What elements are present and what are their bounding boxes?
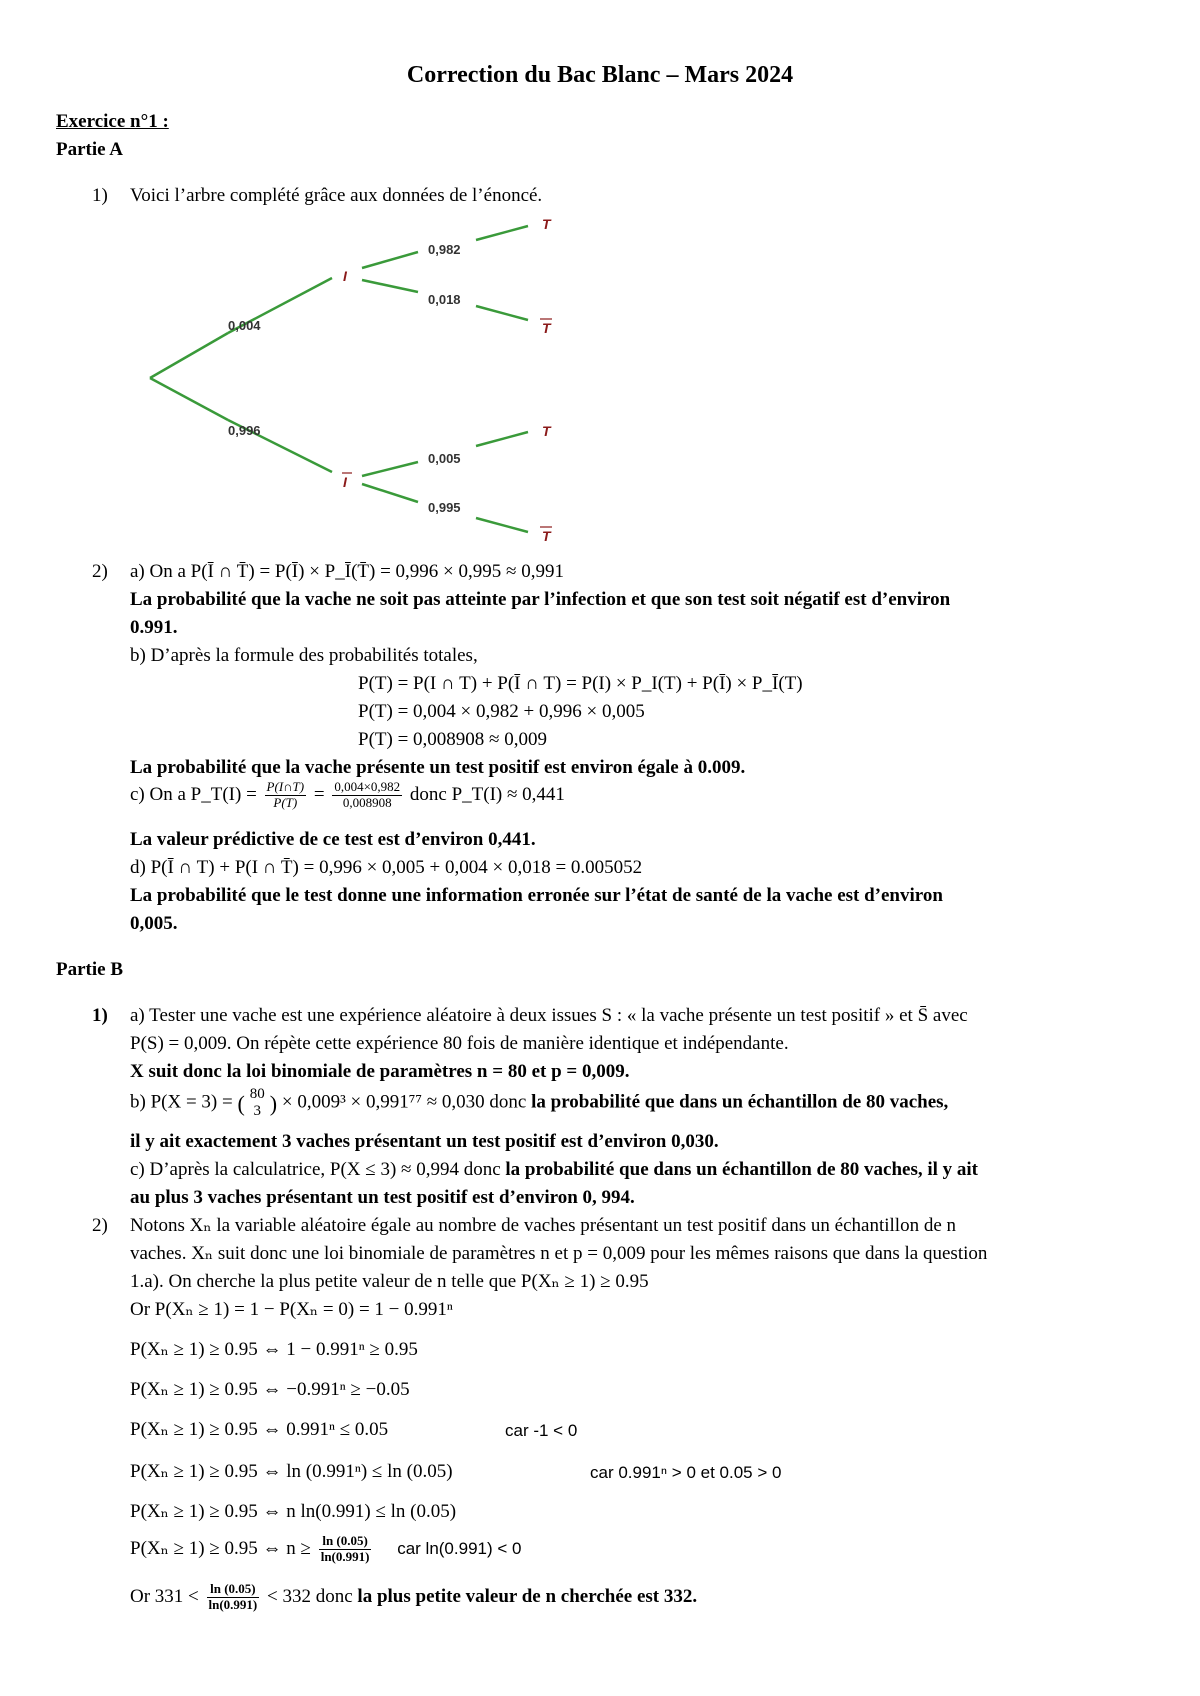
partA-q2b-eq2: P(T) = 0,004 × 0,982 + 0,996 × 0,005 (358, 701, 645, 722)
tree-node-Tbar-1: T (542, 320, 551, 336)
partA-q2b-intro: b) D’après la formule des probabilités totales, (130, 645, 478, 666)
tree-node-T-1: T (542, 216, 551, 232)
partB-q2-l4: Or P(Xₙ ≥ 1) = 1 − P(Xₙ = 0) = 1 − 0.991ⁿ (130, 1299, 453, 1320)
partA-heading: Partie A (56, 139, 124, 160)
page-title: Correction du Bac Blanc – Mars 2024 (406, 62, 794, 88)
partB-q2-e6 (130, 1534, 521, 1565)
partB-q2-e6-pre: P(Xₙ ≥ 1) ≥ 0.95 ⇔ n ≥ (130, 1537, 311, 1559)
partA-q2c-line: c) On a P_T(I) = $\frac{P(I\cap T)}{P(T)}$ = $\frac{0,004\times 0,982}{0,008908}$ donc P_T(I) ≈ 0,441 (130, 779, 565, 810)
exercise-heading: Exercice n°1 : (56, 111, 169, 132)
tree-label-pT-I: 0,982 (428, 242, 461, 257)
partA-q2c-pre: c) On a P_T(I) = (130, 783, 257, 805)
partB-q1b-line: b) P(X = 3) = ( 80 3 ) × 0,009³ × 0,991⁷⁷ ≈ 0,030 donc la probabilité que dans un échantillon de 80 vaches, (130, 1086, 949, 1120)
partB-q2-final-conclusion: la plus petite valeur de n cherchée est 332. (357, 1585, 698, 1607)
tree-label-pTbar-I: 0,018 (428, 292, 461, 307)
partB-q2-e4: P(Xₙ ≥ 1) ≥ 0.95 ⇔ ln (0.991ⁿ) ≤ ln (0.05) (130, 1461, 453, 1482)
fraction-pt-i: $\frac{P(I\cap T)}{P(T)}$ (266, 779, 305, 810)
fraction-ln-ratio-final: $\frac{\ln (0.05)}{\ln(0.991)}$ (208, 1581, 258, 1612)
branch-I-Tbar-2 (476, 306, 528, 320)
partB-heading: Partie B (56, 959, 124, 980)
partB-q1a-line1: a) Tester une vache est une expérience aléatoire à deux issues S : « la vache présente un test positif » et S̄ avec (130, 1005, 968, 1026)
partA-q2d-conclusion-value: 0,005. (130, 913, 178, 934)
partA-q2b-eq3: P(T) = 0,008908 ≈ 0,009 (358, 729, 547, 750)
partB-q2-final-mid: < 332 donc (267, 1585, 353, 1607)
probability-tree (0, 0, 1200, 560)
partB-q2-e6-note: car ln(0.991) < 0 (397, 1538, 522, 1558)
partB-q1c-line1 (130, 1158, 978, 1182)
partA-q2c-conclusion: La valeur prédictive de ce test est d’environ 0,441. (130, 829, 536, 850)
tree-node-Tbar-2: T (542, 528, 551, 544)
partB-q2-e2: P(Xₙ ≥ 1) ≥ 0.95 ⇔ −0.991ⁿ ≥ −0.05 (130, 1379, 410, 1400)
branch-I-T (362, 252, 418, 268)
partB-q2-e3-note: car -1 < 0 (505, 1421, 578, 1440)
partB-q1c-pre: c) D’après la calculatrice, P(X ≤ 3) ≈ 0,994 donc (130, 1159, 501, 1180)
partB-q1-number: 1) (92, 1005, 108, 1026)
partB-q1c-bold: la probabilité que dans un échantillon de 80 vaches, il y ait (505, 1159, 979, 1180)
branch-I-Tbar (362, 280, 418, 292)
partA-q2b-eq1: P(T) = P(I ∩ T) + P(Ī ∩ T) = P(I) × P_I(T) + P(Ī) × P_Ī(T) (358, 673, 803, 694)
branch-Ibar-T (362, 462, 418, 476)
branch-I-T-2 (476, 226, 528, 240)
partB-q2-e4-note: car 0.991ⁿ > 0 et 0.05 > 0 (590, 1463, 782, 1482)
tree-label-pTbar-Ibar: 0,995 (428, 500, 461, 515)
partA-q1-number: 1) (92, 185, 108, 206)
partB-q2-final-pre: Or 331 < (130, 1585, 199, 1607)
partA-q2a-conclusion-value: 0.991. (130, 617, 178, 638)
partA-q2a-conclusion: La probabilité que la vache ne soit pas atteinte par l’infection et que son test soit négatif est d’environ (130, 589, 951, 610)
partB-q1b-conclusion1: la probabilité que dans un échantillon de 80 vaches, (531, 1091, 949, 1113)
partB-q2-e3: P(Xₙ ≥ 1) ≥ 0.95 ⇔ 0.991ⁿ ≤ 0.05 (130, 1419, 389, 1440)
partB-q2-final (130, 1582, 697, 1613)
fraction-ln-ratio: $\frac{\ln (0.05)}{\ln(0.991)}$ (320, 1533, 370, 1564)
partA-q1-text: Voici l’arbre complété grâce aux données de l’énoncé. (130, 185, 543, 206)
partA-q2a-line: a) On a P(Ī ∩ T̄) = P(Ī) × P_Ī(T̄) = 0,996 × 0,995 ≈ 0,991 (130, 561, 564, 582)
branch-Ibar-Tbar-2 (476, 518, 528, 532)
partA-q2d-line: d) P(Ī ∩ T) + P(I ∩ T̄) = 0,996 × 0,005 + 0,004 × 0,018 = 0.005052 (130, 857, 643, 878)
partB-q1b-pre: b) P(X = 3) = (130, 1091, 233, 1113)
partA-q2b-conclusion: La probabilité que la vache présente un test positif est environ égale à 0.009. (130, 757, 746, 778)
partB-q2-e5: P(Xₙ ≥ 1) ≥ 0.95 ⇔ n ln(0.991) ≤ ln (0.05) (130, 1501, 457, 1522)
tree-label-pI: 0,004 (228, 318, 261, 333)
binomial-coefficient: 80 3 (249, 1086, 265, 1120)
partB-q1a-conclusion: X suit donc la loi binomiale de paramètres n = 80 et p = 0,009. (130, 1061, 630, 1082)
tree-label-pT-Ibar: 0,005 (428, 451, 461, 466)
partB-q1b-calc: × 0,009³ × 0,991⁷⁷ ≈ 0,030 donc (281, 1091, 527, 1113)
tree-node-I: I (343, 268, 347, 284)
partB-q2-e1: P(Xₙ ≥ 1) ≥ 0.95 ⇔ 1 − 0.991ⁿ ≥ 0.95 (130, 1339, 418, 1360)
partB-q2-number: 2) (92, 1215, 108, 1236)
branch-Ibar-Tbar (362, 484, 418, 502)
partB-q1b-conclusion2: il y ait exactement 3 vaches présentant un test positif est d’environ 0,030. (130, 1131, 719, 1152)
branch-root-I (150, 333, 228, 378)
partA-q2-number: 2) (92, 561, 108, 582)
tree-node-Ibar: I (343, 474, 347, 490)
partB-q1c-line2: au plus 3 vaches présentant un test positif est d’environ 0, 994. (130, 1187, 635, 1208)
fraction-values: $\frac{0,004\times 0,982}{0,008908}$ (334, 779, 401, 810)
tree-branches (150, 226, 528, 532)
partA-q2c-post: donc P_T(I) ≈ 0,441 (409, 783, 565, 805)
partB-q2-l3: 1.a). On cherche la plus petite valeur de n telle que P(Xₙ ≥ 1) ≥ 0.95 (130, 1271, 649, 1292)
partB-q2-l1: Notons Xₙ la variable aléatoire égale au nombre de vaches présentant un test positif dans un échantillon de n (130, 1215, 956, 1236)
partB-q2-l2: vaches. Xₙ suit donc une loi binomiale de paramètres n et p = 0,009 pour les mêmes raisons que dans la question (130, 1243, 988, 1264)
branch-Ibar-T-2 (476, 432, 528, 446)
partB-q1a-line2: P(S) = 0,009. On répète cette expérience 80 fois de manière identique et indépendante. (130, 1033, 789, 1054)
tree-label-pIbar: 0,996 (228, 423, 261, 438)
tree-node-T-2: T (542, 423, 551, 439)
partA-q2d-conclusion: La probabilité que le test donne une information erronée sur l’état de santé de la vache est d’environ (130, 885, 943, 906)
branch-root-Ibar (150, 378, 228, 420)
